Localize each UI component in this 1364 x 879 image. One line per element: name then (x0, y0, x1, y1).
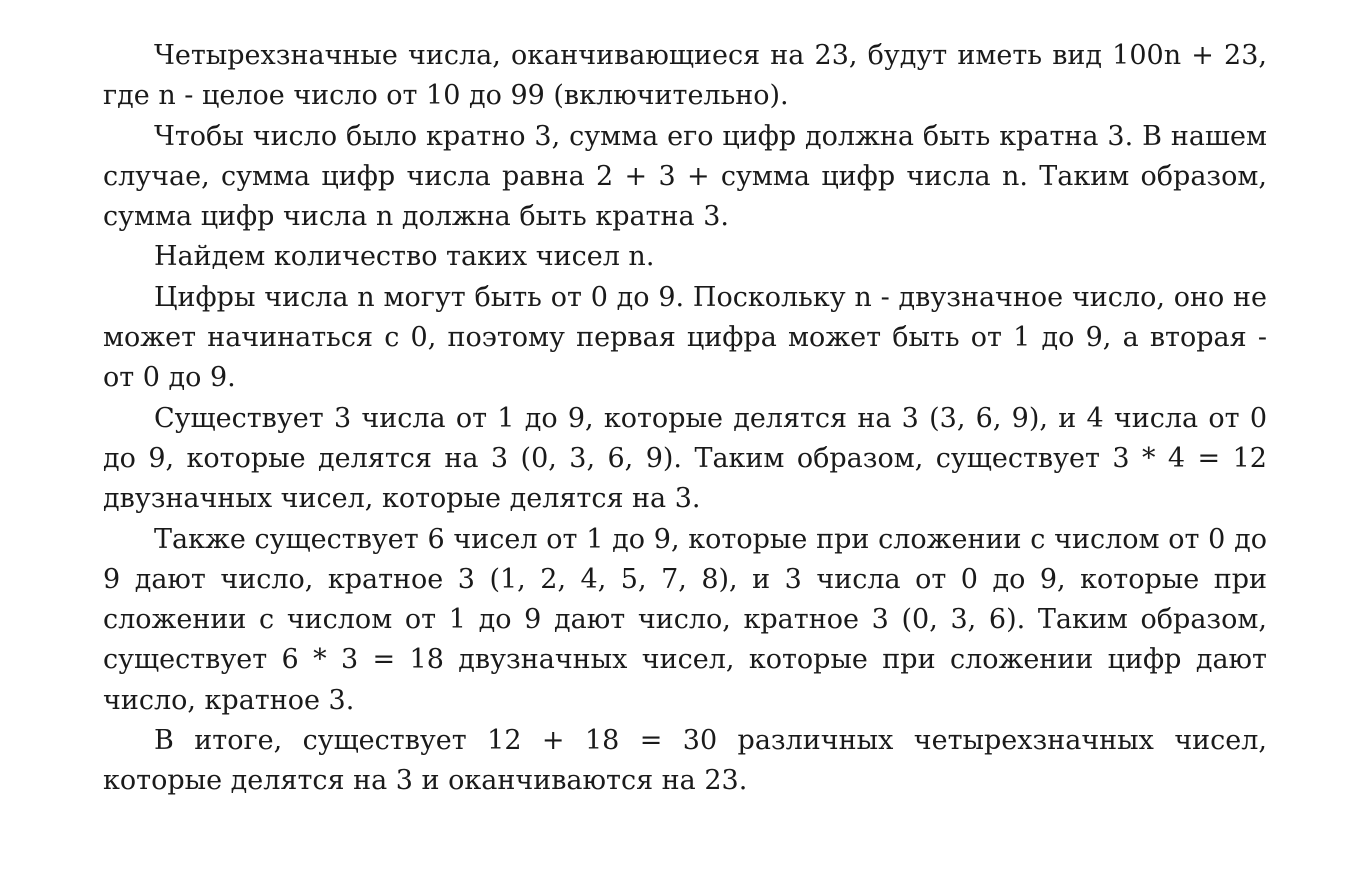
paragraph-4: Цифры числа n могут быть от 0 до 9. Поскольку n - двузначное число, оно не может начинаться с 0, поэтому первая цифра может быть от 1 до 9, а вторая - от 0 до 9. (103, 281, 1267, 394)
document-body (103, 36, 1267, 802)
paragraph-2: Чтобы число было кратно 3, сумма его цифр должна быть кратна 3. В нашем случае, сумма цифр числа равна 2 + 3 + сумма цифр числа n. Таким образом, сумма цифр числа n должна быть кратна 3. (103, 120, 1267, 233)
paragraph-3: Найдем количество таких чисел n. (154, 241, 655, 273)
paragraph-5: Существует 3 числа от 1 до 9, которые делятся на 3 (3, 6, 9), и 4 числа от 0 до 9, которые делятся на 3 (0, 3, 6, 9). Таким образом, существует 3 * 4 = 12 двузначных чисел, которые делятся на 3. (103, 402, 1267, 515)
paragraph-7: В итоге, существует 12 + 18 = 30 различных четырехзначных чисел, которые делятся на 3 и оканчиваются на 23. (103, 725, 1267, 797)
paragraph-1: Четырехзначные числа, оканчивающиеся на 23, будут иметь вид 100n + 23, где n - целое число от 10 до 99 (включительно). (103, 40, 1267, 112)
paragraph-6: Также существует 6 чисел от 1 до 9, которые при сложении с числом от 0 до 9 дают число, кратное 3 (1, 2, 4, 5, 7, 8), и 3 числа от 0 до 9, которые при сложении с числом от 1 до 9 дают число, кратное 3 (0, 3, 6). Таким образом, существует 6 * 3 = 18 двузначных чисел, которые при сложении цифр дают число, кратное 3. (103, 523, 1267, 716)
